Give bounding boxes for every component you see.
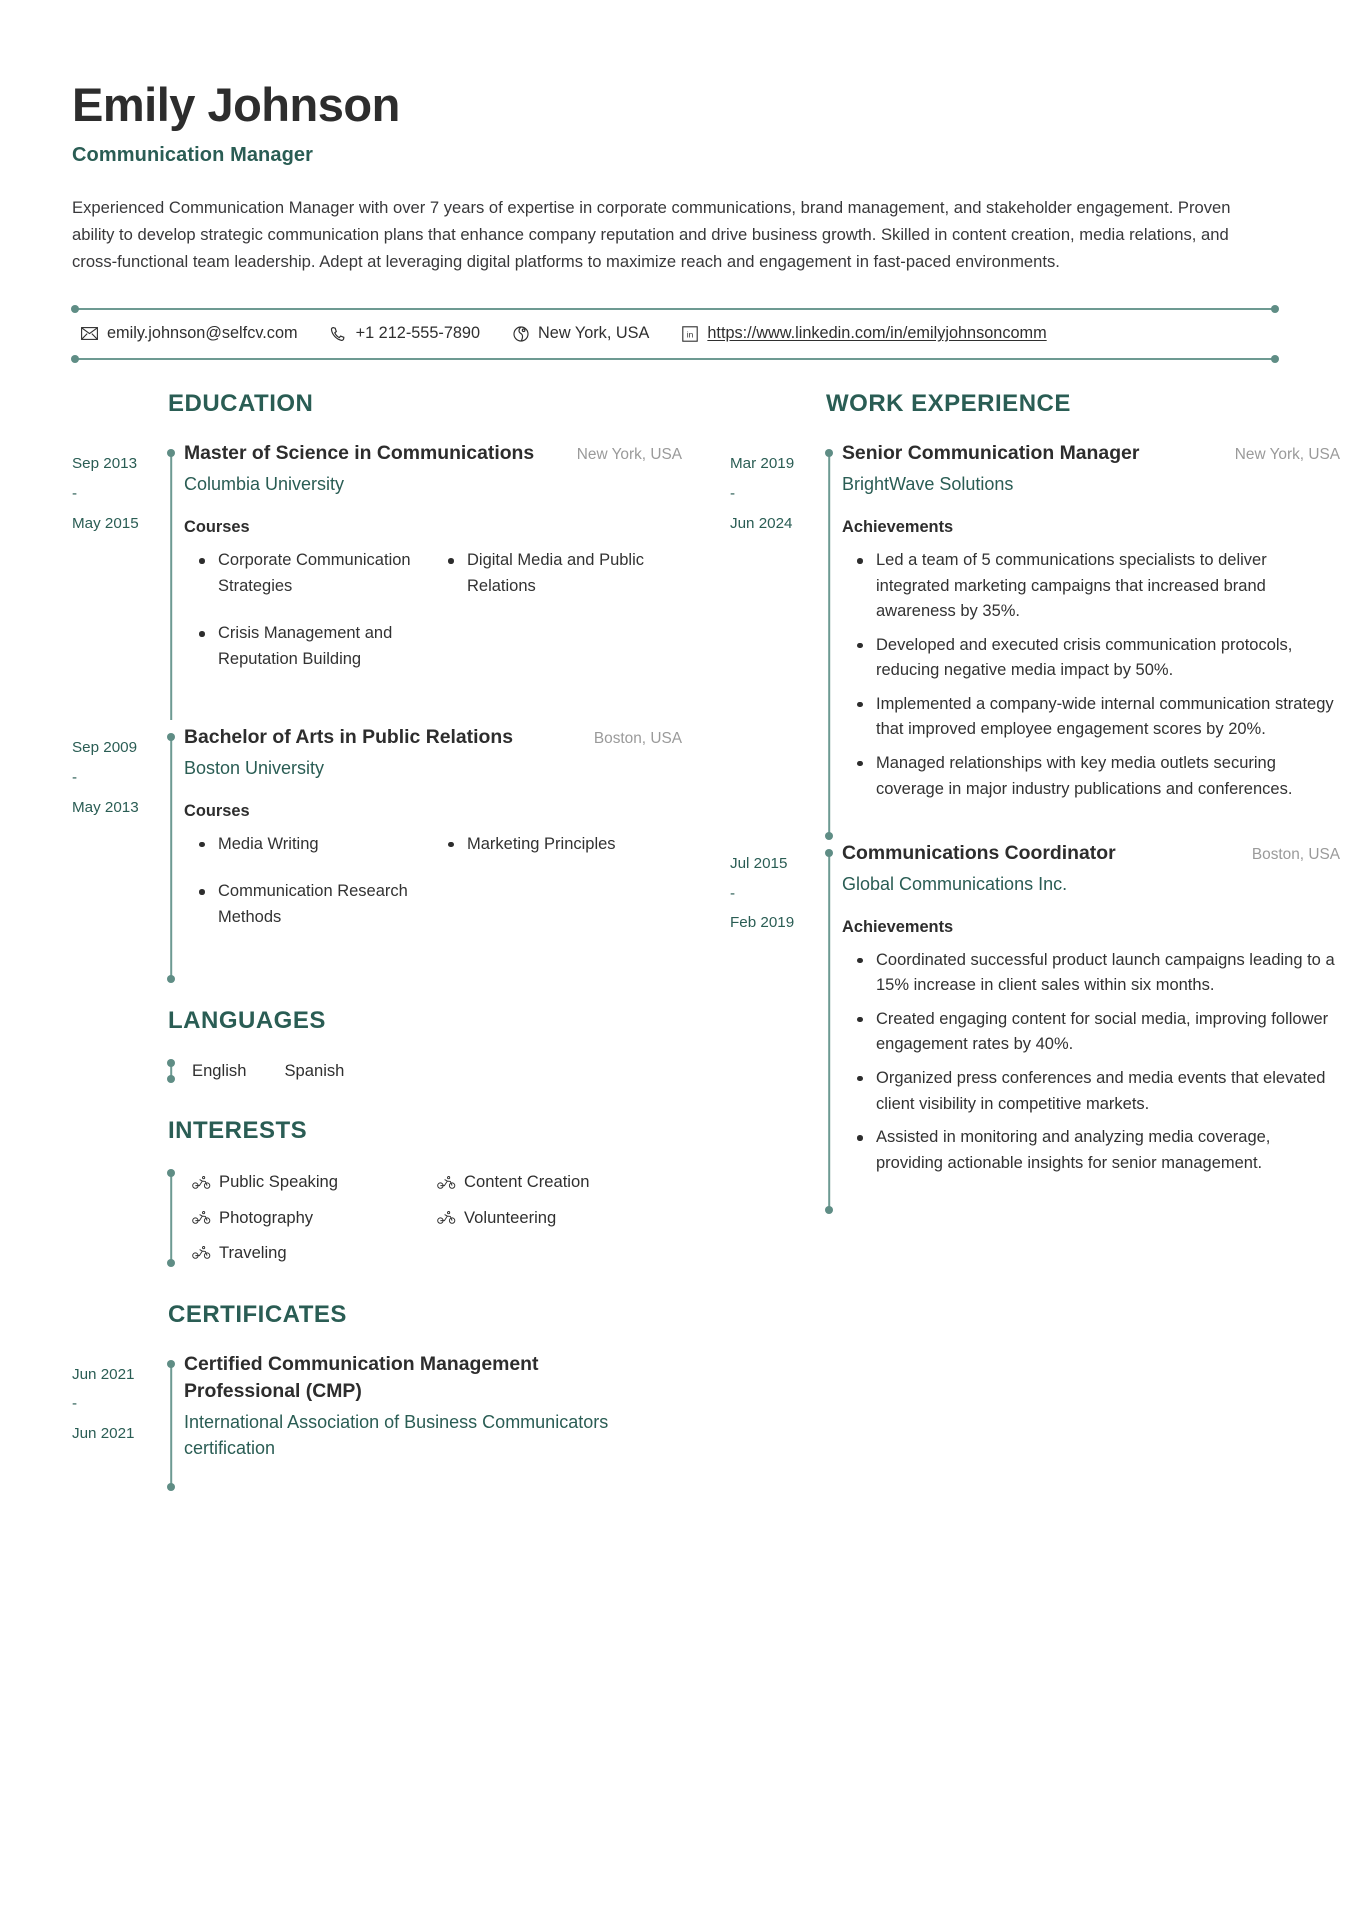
contact-phone[interactable] (329, 324, 480, 343)
timeline-marker (160, 724, 182, 982)
course-item: Media Writing (218, 832, 433, 858)
linkedin-icon (680, 324, 699, 343)
achievement-item: Created engaging content for social media, improving follower engagement rates by 40%. (876, 1007, 1340, 1058)
work-company: BrightWave Solutions (842, 473, 1014, 494)
timeline-dot-bottom (167, 975, 175, 983)
timeline-dot-top (167, 449, 175, 457)
contact-linkedin-text[interactable]: https://www.linkedin.com/in/emilyjohnsoncomm (707, 324, 1047, 343)
work-achievements-list (842, 948, 1340, 1177)
work-dates (730, 440, 818, 840)
work-location: New York, USA (1234, 446, 1340, 464)
courses-list-right (433, 548, 682, 599)
interest-label: Photography (219, 1207, 314, 1227)
contact-email[interactable] (80, 324, 298, 343)
achievement-item: Managed relationships with key media outlets securing coverage in major industry publications and conferences. (876, 751, 1340, 802)
contact-divider-top (72, 308, 1278, 310)
globe-icon (511, 324, 530, 343)
interest-label: Volunteering (464, 1207, 557, 1227)
timeline-dot-top (167, 1360, 175, 1368)
contact-phone-text: +1 212-555-7890 (355, 324, 481, 343)
education-content (182, 724, 682, 982)
timeline-dot-top (825, 849, 833, 857)
resume-body (72, 390, 1340, 1490)
courses-label: Courses (184, 518, 250, 537)
timeline-line (170, 1363, 172, 1487)
timeline-dot-bottom (167, 1075, 175, 1083)
achievement-item: Developed and executed crisis communication protocols, reducing negative media impact by 50%. (876, 633, 1340, 684)
courses-list-right (433, 832, 682, 858)
timeline-dot-top (167, 1059, 175, 1067)
candidate-job-title: Communication Manager (72, 143, 314, 166)
work-content (840, 440, 1340, 840)
professional-summary: Experienced Communication Manager with over 7 years of expertise in corporate communications, brand management, and stakeholder engagement. Proven ability to develop strategic communication plans that enhance company reputation and drive business growth. Skilled in content creation, media relations, and cross-functional team leadership. Adept at leveraging digital platforms to maximize reach and engagement in fast-paced environments. (72, 197, 1231, 271)
timeline-line (828, 852, 830, 1210)
interests-list (182, 1167, 682, 1266)
work-end-date: Jun 2024 (730, 514, 793, 532)
date-dash: - (72, 1395, 78, 1413)
timeline-marker (160, 1351, 182, 1491)
timeline-marker (160, 1057, 182, 1084)
svg-text:in: in (686, 329, 694, 340)
bicycle-icon (192, 1173, 211, 1192)
work-job-title: Communications Coordinator (842, 842, 1116, 865)
left-column (72, 390, 682, 1490)
timeline-dot-bottom (825, 832, 833, 840)
course-item: Corporate Communication Strategies (218, 548, 433, 599)
education-start-date: Sep 2009 (72, 739, 138, 757)
interests-section-title: INTERESTS (168, 1117, 308, 1145)
timeline-dot-bottom (167, 1483, 175, 1491)
envelope-icon (80, 324, 99, 343)
bicycle-icon (437, 1208, 456, 1227)
bicycle-icon (192, 1208, 211, 1227)
courses-list-left (184, 832, 433, 931)
languages-entry (72, 1057, 682, 1084)
timeline-dot-bottom (167, 1259, 175, 1267)
certificate-issuer: International Association of Business Communicators certification (184, 1411, 609, 1458)
contact-divider-bottom (72, 358, 1278, 360)
course-item: Crisis Management and Reputation Building (218, 621, 433, 672)
contact-location-text: New York, USA (538, 324, 650, 343)
achievements-label: Achievements (842, 917, 954, 936)
courses-column-right (433, 541, 682, 694)
certificate-start-date: Jun 2021 (72, 1365, 135, 1383)
certificates-section-title: CERTIFICATES (168, 1300, 347, 1328)
education-entry (72, 440, 682, 724)
interests-entry (72, 1167, 682, 1266)
education-section-title: EDUCATION (168, 390, 314, 418)
work-content (840, 840, 1340, 1214)
timeline-dot-top (167, 1169, 175, 1177)
work-entry (730, 440, 1340, 840)
date-dash: - (730, 485, 736, 503)
work-heading-row (842, 440, 1340, 468)
interest-label: Public Speaking (219, 1172, 339, 1192)
timeline-marker (818, 440, 840, 840)
work-start-date: Mar 2019 (730, 455, 795, 473)
contact-location (511, 324, 649, 343)
work-heading-row (842, 840, 1340, 868)
interest-item (192, 1167, 437, 1196)
education-dates (72, 440, 160, 724)
timeline-line (170, 1173, 172, 1260)
work-company: Global Communications Inc. (842, 873, 1068, 894)
courses-columns (184, 541, 682, 694)
achievement-item: Assisted in monitoring and analyzing media coverage, providing actionable insights for senior management. (876, 1125, 1340, 1176)
interest-item (192, 1238, 437, 1267)
contact-row (72, 310, 1278, 358)
achievement-item: Led a team of 5 communications specialists to deliver integrated marketing campaigns that increased brand awareness by 35%. (876, 548, 1340, 625)
interest-label: Traveling (219, 1242, 287, 1262)
timeline-marker (160, 1167, 182, 1266)
bicycle-icon (437, 1173, 456, 1192)
education-entry (72, 724, 682, 982)
course-item: Communication Research Methods (218, 879, 433, 930)
interest-item (437, 1167, 682, 1196)
bicycle-icon (192, 1243, 211, 1262)
timeline-dot-top (167, 733, 175, 741)
timeline-dot-top (825, 449, 833, 457)
language-item: English (192, 1060, 247, 1080)
languages-list (182, 1057, 682, 1084)
education-end-date: May 2015 (72, 514, 139, 532)
date-dash: - (730, 884, 736, 902)
work-achievements-list (842, 548, 1340, 802)
contact-section (72, 308, 1278, 360)
work-entry (730, 840, 1340, 1214)
work-dates (730, 840, 818, 1214)
achievements-label: Achievements (842, 518, 954, 537)
courses-column-right (433, 825, 682, 953)
work-end-date: Feb 2019 (730, 914, 795, 932)
resume-header (72, 80, 1278, 275)
course-item: Marketing Principles (467, 832, 682, 858)
languages-section-title: LANGUAGES (168, 1006, 326, 1034)
work-job-title: Senior Communication Manager (842, 442, 1140, 465)
courses-label: Courses (184, 801, 250, 820)
phone-icon (329, 324, 348, 343)
date-dash: - (72, 768, 78, 786)
courses-list-left (184, 548, 433, 672)
timeline-line (170, 736, 172, 978)
education-degree: Master of Science in Communications (184, 442, 535, 465)
work-location: Boston, USA (1251, 846, 1340, 864)
date-dash: - (72, 485, 78, 503)
work-start-date: Jul 2015 (730, 855, 788, 873)
interest-item (192, 1203, 437, 1232)
timeline-marker (818, 840, 840, 1214)
interest-item (437, 1203, 682, 1232)
certificate-entry (72, 1351, 682, 1491)
candidate-name: Emily Johnson (72, 78, 400, 131)
education-content (182, 440, 682, 724)
contact-email-text: emily.johnson@selfcv.com (107, 324, 298, 343)
education-location: Boston, USA (593, 730, 682, 748)
education-school: Boston University (184, 757, 325, 778)
education-dates (72, 724, 160, 982)
work-section-title: WORK EXPERIENCE (826, 390, 1071, 418)
timeline-dot-bottom (825, 1206, 833, 1214)
timeline-line (828, 452, 830, 836)
education-heading-row (184, 724, 682, 752)
language-item: Spanish (284, 1060, 345, 1080)
right-column (730, 390, 1340, 1214)
education-heading-row (184, 440, 682, 468)
courses-columns (184, 825, 682, 953)
achievement-item: Coordinated successful product launch campaigns leading to a 15% increase in client sales within six months. (876, 948, 1340, 999)
certificate-dates (72, 1351, 160, 1491)
contact-linkedin[interactable] (680, 324, 1046, 343)
certificate-content (182, 1351, 682, 1491)
certificate-title: Certified Communication Management Professional (CMP) (184, 1352, 539, 1403)
education-end-date: May 2013 (72, 798, 139, 816)
education-school: Columbia University (184, 473, 345, 494)
achievement-item: Organized press conferences and media events that elevated client visibility in competitive markets. (876, 1066, 1340, 1117)
timeline-line (170, 452, 172, 720)
courses-column-left (184, 541, 433, 694)
education-location: New York, USA (576, 446, 682, 464)
courses-column-left (184, 825, 433, 953)
education-degree: Bachelor of Arts in Public Relations (184, 726, 513, 749)
interest-label: Content Creation (464, 1172, 590, 1192)
timeline-marker (160, 440, 182, 724)
achievement-item: Implemented a company-wide internal communication strategy that improved employee engagement scores by 20%. (876, 692, 1340, 743)
education-start-date: Sep 2013 (72, 455, 138, 473)
course-item: Digital Media and Public Relations (467, 548, 682, 599)
certificate-end-date: Jun 2021 (72, 1424, 135, 1442)
